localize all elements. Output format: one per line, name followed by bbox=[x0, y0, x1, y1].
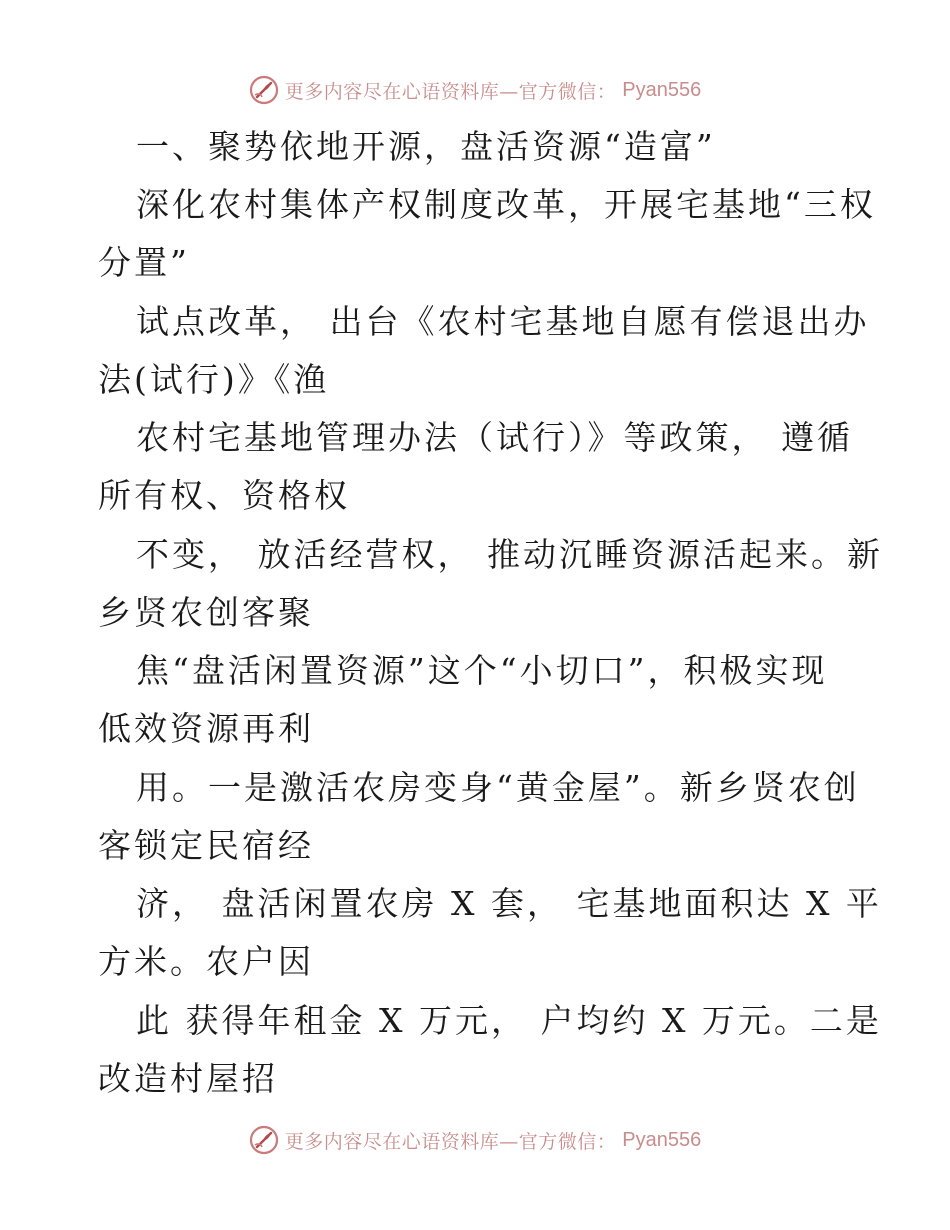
paragraph-line: 客锁定民宿经 bbox=[98, 826, 314, 865]
paragraph-line: 深化农村集体产权制度改革，开展宅基地“三权 bbox=[136, 185, 876, 224]
watermark-text: 更多内容尽在心语资料库—官方微信： bbox=[284, 80, 617, 103]
section-heading: 一、聚势依地开源，盘活资源“造富” bbox=[136, 127, 716, 166]
paragraph-line: 改造村屋招 bbox=[98, 1059, 278, 1098]
paragraph-line: 所有权、资格权 bbox=[98, 476, 350, 515]
paragraph-line: 焦“盘活闲置资源”这个“小切口”，积极实现 bbox=[136, 651, 828, 690]
watermark-text: 更多内容尽在心语资料库—官方微信： bbox=[284, 1130, 617, 1153]
paragraph-line: 用。一是激活农房变身“黄金屋”。新乡贤农创 bbox=[136, 768, 860, 807]
paragraph-line: 法(试行)》《渔 bbox=[98, 360, 330, 399]
paragraph-line: 分置” bbox=[98, 243, 190, 282]
paragraph-line: 农村宅基地管理办法（试行）》等政策， 遵循 bbox=[136, 418, 853, 457]
footer-watermark bbox=[0, 1120, 950, 1160]
watermark-wechat-id: Pyan556 bbox=[622, 1128, 702, 1151]
watermark-wechat-id: Pyan556 bbox=[622, 78, 702, 101]
quill-logo-icon bbox=[249, 1125, 279, 1155]
header-watermark bbox=[0, 70, 950, 110]
paragraph-line: 方米。农户因 bbox=[98, 942, 314, 981]
paragraph-line: 试点改革， 出台《农村宅基地自愿有偿退出办 bbox=[136, 302, 870, 341]
paragraph-line: 济， 盘活闲置农房 X 套， 宅基地面积达 X 平 bbox=[136, 884, 882, 923]
paragraph-line: 此 获得年租金 X 万元， 户均约 X 万元。二是 bbox=[136, 1001, 882, 1040]
paragraph-line: 不变， 放活经营权， 推动沉睡资源活起来。新 bbox=[136, 535, 883, 574]
paragraph-line: 乡贤农创客聚 bbox=[98, 593, 314, 632]
paragraph-line: 低效资源再利 bbox=[98, 709, 314, 748]
quill-logo-icon bbox=[249, 75, 279, 105]
